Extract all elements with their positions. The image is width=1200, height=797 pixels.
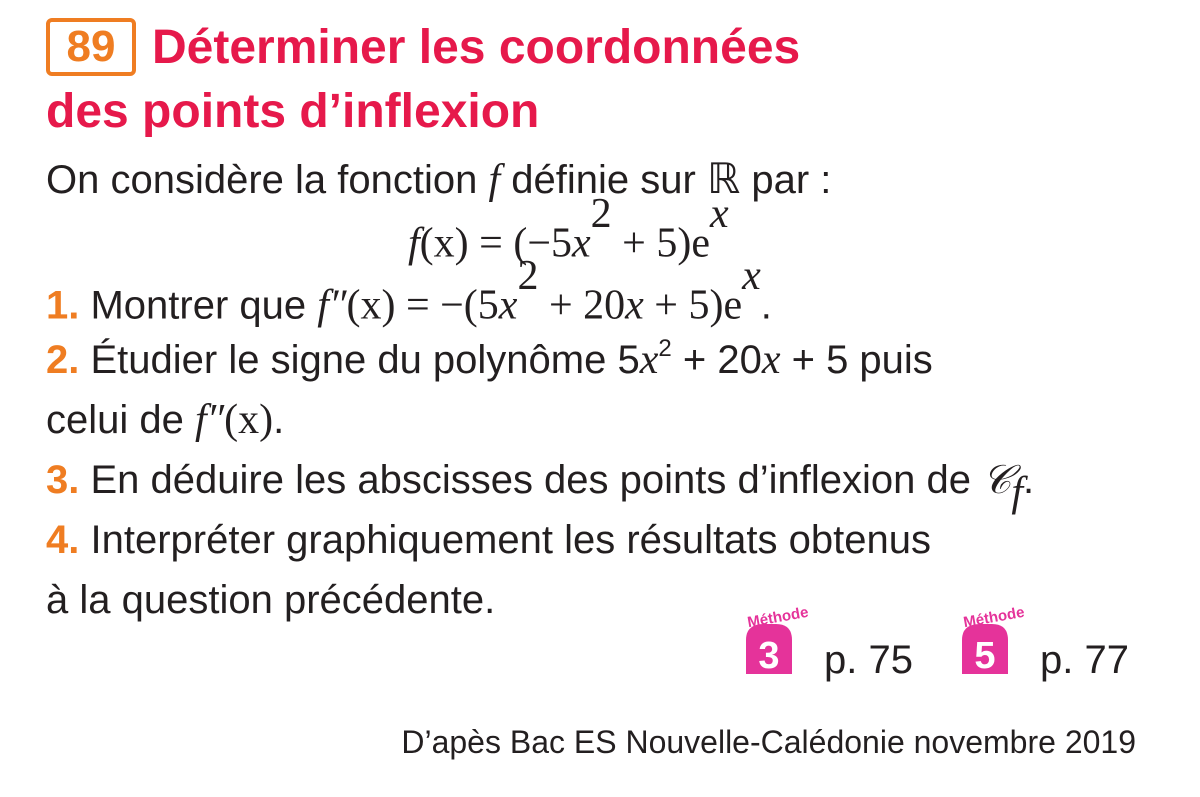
svg-text:3: 3 [758, 635, 780, 677]
svg-text:Méthode: Méthode [962, 603, 1026, 632]
question-4-line1: 4. Interpréter graphiquement les résultats obtenus [46, 518, 931, 562]
source-note: D’apès Bac ES Nouvelle-Calédonie novembre 2019 [401, 724, 1136, 760]
question-number: 4. [46, 518, 80, 562]
question-3: 3. En déduire les abscisses des points d’inflexion de 𝒞$_f$. [46, 457, 1035, 516]
exercise-title-line1: Déterminer les coordonnées [152, 21, 801, 74]
function-formula: $f(x) = (-5x^2 + 5)e^x$ [408, 191, 729, 267]
exercise-title-line2: des points d’inflexion [46, 85, 540, 138]
question-2-line1: 2. Étudier le signe du polynôme $5x^2 + 20x + 5$ puis [46, 335, 933, 383]
method-badge-graphic [728, 603, 810, 678]
method-page-ref-1[interactable]: p. 75 [824, 638, 913, 682]
intro-part2: définie sur [511, 158, 696, 202]
intro-f: f [488, 157, 501, 203]
intro-set: ℝ [706, 157, 741, 203]
intro-part1: On considère la fonction [46, 158, 478, 202]
method-page-ref-2[interactable]: p. 77 [1040, 638, 1129, 682]
svg-text:Méthode: Méthode [746, 603, 810, 632]
method-badge-5[interactable] [944, 603, 1026, 678]
intro-part3: par : [751, 158, 832, 202]
question-1: 1. Montrer que $f''(x) = -(5x^2 + 20x + 5)e^x$. [46, 253, 772, 329]
method-badge-3[interactable] [728, 603, 810, 678]
question-number: 2. [46, 338, 80, 382]
exercise-number: 89 [46, 18, 136, 76]
question-4-line2: à la question précédente. [46, 578, 496, 622]
question-number: 3. [46, 458, 80, 502]
question-number: 1. [46, 283, 80, 328]
method-badge-graphic [944, 603, 1026, 678]
question-2-line2: celui de f″(x). [46, 397, 285, 443]
svg-text:5: 5 [974, 635, 996, 677]
